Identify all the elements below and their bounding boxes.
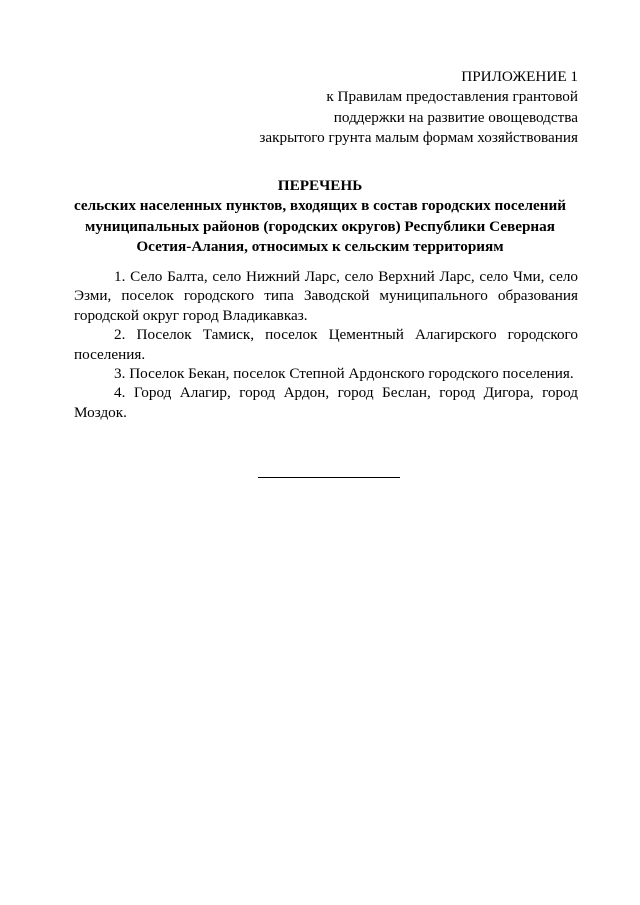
appendix-line: к Правилам предоставления грантовой: [326, 88, 578, 106]
settlement-list: [74, 267, 578, 422]
title-subtitle-line: сельских населенных пунктов, входящих в состав городских поселений: [73, 197, 567, 215]
appendix-line: закрытого грунта малым формам хозяйствования: [259, 129, 578, 147]
list-item: 3. Поселок Бекан, поселок Степной Ардонского городского поселения.: [114, 365, 574, 383]
divider-line: [258, 477, 400, 478]
title-heading: ПЕРЕЧЕНЬ: [277, 177, 363, 194]
title-subtitle-line: муниципальных районов (городских округов) Республики Северная: [85, 217, 555, 235]
document-title: [62, 176, 578, 258]
appendix-header: [158, 67, 578, 149]
appendix-label: ПРИЛОЖЕНИЕ 1: [461, 68, 578, 85]
appendix-line: поддержки на развитие овощеводства: [333, 108, 578, 126]
list-item: 4. Город Алагир, город Ардон, город Беслан, город Дигора, город Моздок.: [74, 384, 578, 421]
title-subtitle-line: Осетия-Алания, относимых к сельским территориям: [136, 238, 504, 256]
list-item: 1. Село Балта, село Нижний Ларс, село Верхний Ларс, село Чми, село Эзми, поселок городского типа Заводской муниципального образования городской округ город Владикавказ.: [74, 268, 578, 324]
list-item: 2. Поселок Тамиск, поселок Цементный Алагирского городского поселения.: [74, 326, 578, 363]
